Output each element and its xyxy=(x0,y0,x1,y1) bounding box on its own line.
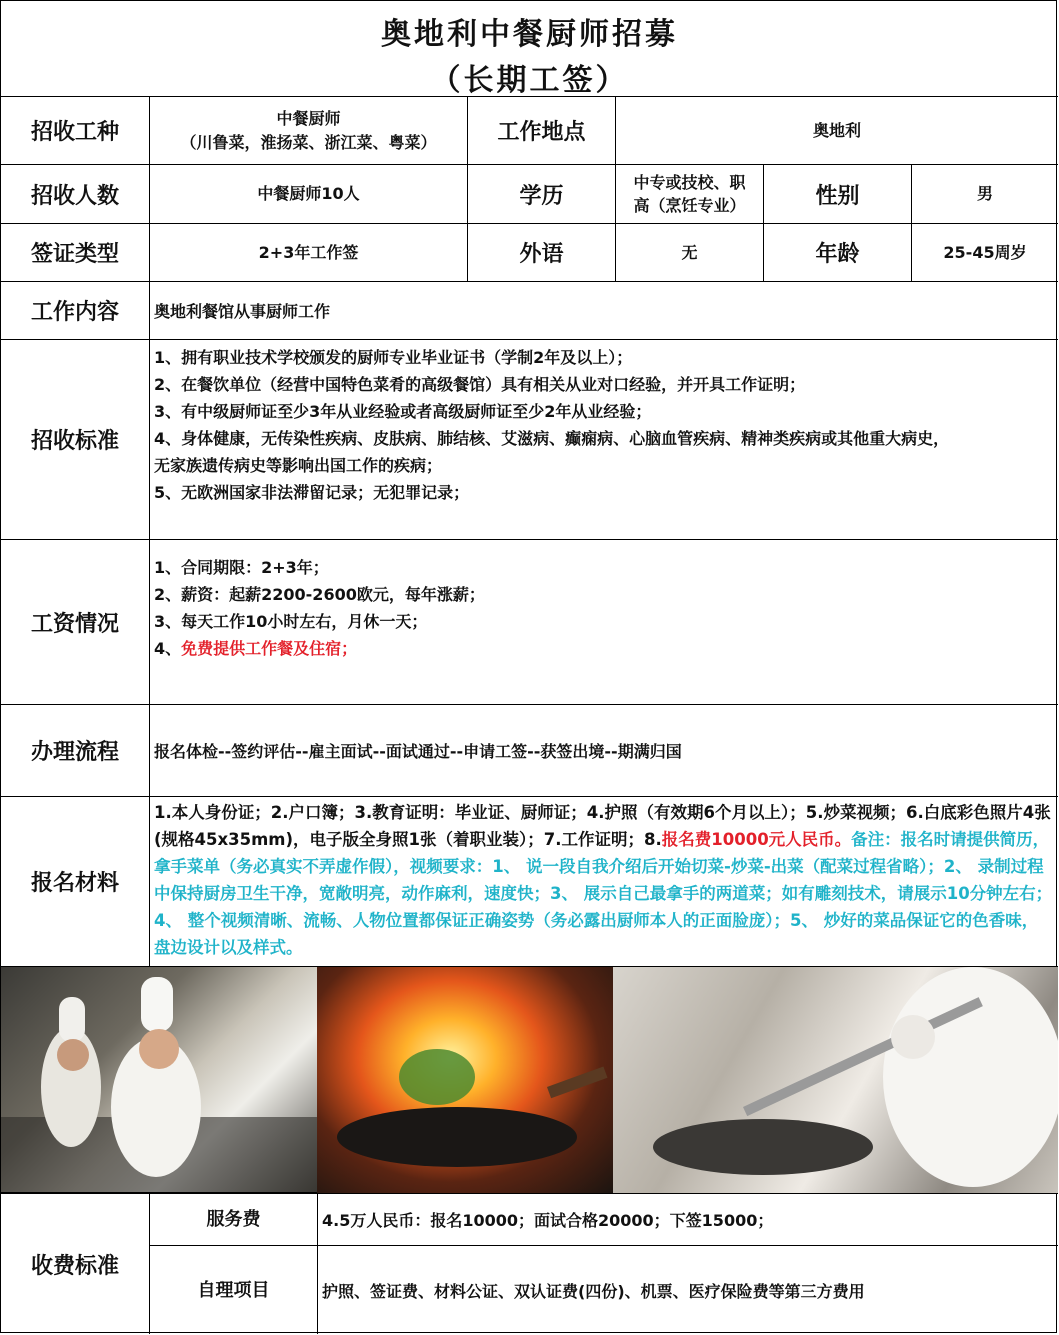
materials-note: 备注：报名时请提供简历，拿手菜单（务必真实不弄虚作假），视频要求：1、 说一段自我介绍后开始切菜-炒菜-出菜（配菜过程省略）；2、 录制过程中保持厨房卫生干净，宽敞明亮，动作麻利，速度快；3、 展示自己最拿手的两道菜；如有雕刻技术，请展示10分钟左右；4、 整个视频清晰、流畅、人物位置都保证正确姿势（务必露出厨师本人的正面脸庞）；5、 炒好的菜品保证它的色香味，盘边设计以及样式。 xyxy=(154,830,1053,957)
salary-benefit-highlight: 免费提供工作餐及住宿； xyxy=(181,639,358,658)
photo-chefs-kitchen xyxy=(1,967,317,1193)
work-content-value: 奥地利餐馆从事厨师工作 xyxy=(150,282,1058,340)
criteria-item: 2、在餐饮单位（经营中国特色菜肴的高级餐馆）具有相关从业对口经验，并开具工作证明； xyxy=(154,375,806,394)
job-type-value-line2: （川鲁菜，淮扬菜、浙江菜、粤菜） xyxy=(180,132,437,152)
materials-label: 报名材料 xyxy=(1,797,150,967)
criteria-item: 无家族遗传病史等影响出国工作的疾病； xyxy=(154,456,443,475)
materials-fee-highlight: 报名费10000元人民币。 xyxy=(661,830,852,849)
work-content-label: 工作内容 xyxy=(1,282,150,340)
service-fee-value: 4.5万人民币：报名10000；面试合格20000；下签15000； xyxy=(318,1193,1058,1246)
criteria-list xyxy=(150,340,1058,540)
process-value: 报名体检--签约评估--雇主面试--面试通过--申请工签--获签出境--期满归国 xyxy=(150,705,1058,797)
criteria-item: 3、有中级厨师证至少3年从业经验或者高级厨师证至少2年从业经验； xyxy=(154,402,652,421)
photo-wok-flames xyxy=(317,967,613,1193)
gender-value: 男 xyxy=(912,165,1058,224)
service-fee-label: 服务费 xyxy=(150,1193,318,1246)
self-paid-value: 护照、签证费、材料公证、双认证费(四份)、机票、医疗保险费等第三方费用 xyxy=(322,1281,865,1301)
fees-label: 收费标准 xyxy=(1,1193,150,1334)
gender-label: 性别 xyxy=(764,165,912,224)
self-paid-label: 自理项目 xyxy=(150,1246,318,1334)
cooking-illustration xyxy=(613,967,1058,1193)
education-value-line1: 中专或技校、职 xyxy=(633,172,746,192)
visa-label: 签证类型 xyxy=(1,224,150,282)
salary-item: 2、薪资：起薪2200-2600欧元，每年涨薪； xyxy=(154,585,485,604)
age-label: 年龄 xyxy=(764,224,912,282)
job-type-value xyxy=(150,97,468,165)
criteria-label: 招收标准 xyxy=(1,340,150,540)
chef-illustration xyxy=(1,967,317,1193)
language-value: 无 xyxy=(616,224,764,282)
page-subtitle: （长期工签） xyxy=(430,63,629,98)
language-label: 外语 xyxy=(468,224,616,282)
criteria-item: 4、身体健康，无传染性疾病、皮肤病、肺结核、艾滋病、癫痫病、心脑血管疾病、精神类疾病或其他重大病史， xyxy=(154,429,950,448)
location-label: 工作地点 xyxy=(468,97,616,165)
process-label: 办理流程 xyxy=(1,705,150,797)
materials-value xyxy=(150,797,1058,967)
headcount-label: 招收人数 xyxy=(1,165,150,224)
salary-label: 工资情况 xyxy=(1,540,150,705)
criteria-item: 1、拥有职业技术学校颁发的厨师专业毕业证书（学制2年及以上）； xyxy=(154,348,633,367)
materials-list: 1.本人身份证；2.户口簿；3.教育证明：毕业证、厨师证；4.护照（有效期6个月以上）；5.炒菜视频；6.白底彩色照片4张(规格45x35mm)，电子版全身照1张（着职业装）；7.工作证明；8. xyxy=(154,803,1051,849)
salary-item: 1、合同期限：2+3年； xyxy=(154,558,329,577)
salary-list xyxy=(150,540,1058,705)
education-value xyxy=(616,165,764,224)
headcount-value: 中餐厨师10人 xyxy=(150,165,468,224)
page-title: 奥地利中餐厨师招募 xyxy=(381,17,678,52)
education-value-line2: 高（烹饪专业） xyxy=(633,196,746,215)
age-value: 25-45周岁 xyxy=(912,224,1058,282)
photo-chef-cooking xyxy=(613,967,1058,1193)
salary-item: 3、每天工作10小时左右，月休一天； xyxy=(154,612,428,631)
location-value: 奥地利 xyxy=(616,97,1058,165)
criteria-item: 5、无欧洲国家非法滞留记录；无犯罪记录； xyxy=(154,483,470,502)
title-block xyxy=(1,1,1058,97)
salary-item xyxy=(154,635,357,662)
job-type-label: 招收工种 xyxy=(1,97,150,165)
salary-item4-prefix: 4、 xyxy=(154,639,182,658)
education-label: 学历 xyxy=(468,165,616,224)
visa-value: 2+3年工作签 xyxy=(150,224,468,282)
wok-illustration xyxy=(317,967,613,1193)
job-type-value-line1: 中餐厨师 xyxy=(276,108,341,128)
